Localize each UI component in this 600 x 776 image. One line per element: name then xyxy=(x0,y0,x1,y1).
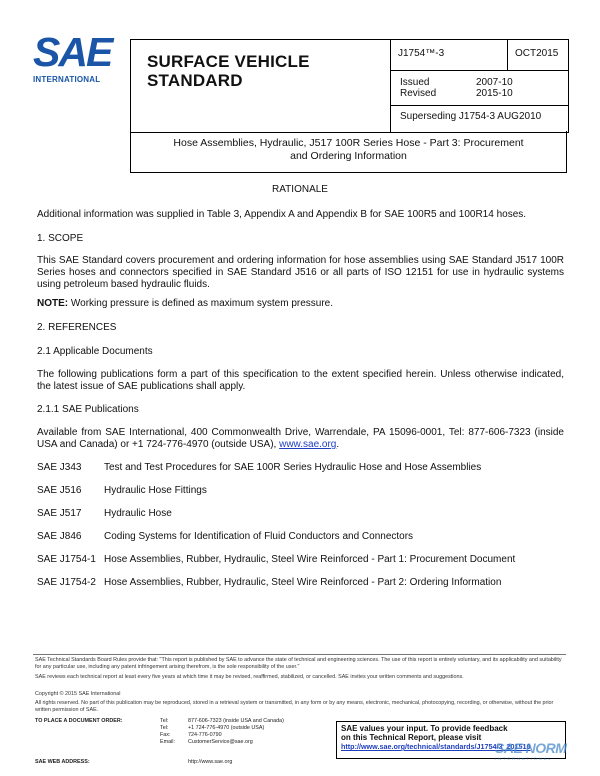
reference-title: Hydraulic Hose Fittings xyxy=(104,485,207,496)
issued-label: Issued xyxy=(400,77,430,88)
revised-value: 2015-10 xyxy=(476,88,513,99)
order-value: 877-606-7323 (inside USA and Canada) xyxy=(188,718,284,724)
applicable-documents-heading: 2.1 Applicable Documents xyxy=(37,346,153,357)
order-email[interactable]: CustomerService@sae.org xyxy=(188,739,253,745)
reference-title: Test and Test Procedures for SAE 100R Series Hydraulic Hose and Hose Assemblies xyxy=(104,462,482,473)
reference-title: Coding Systems for Identification of Fluid Conductors and Connectors xyxy=(104,531,414,542)
footer-policy: SAE Technical Standards Board Rules provide that: "This report is published by SAE to advance the state of technical and engineering sciences. The use of this report is entirely voluntary, and its applicability and suitability for any particular use, including any patent infringement arising therefrom, is the sole responsibility of the user." xyxy=(35,657,562,670)
reference-title: Hose Assemblies, Rubber, Hydraulic, Steel Wire Reinforced - Part 2: Ordering Information xyxy=(104,577,502,588)
revised-label: Revised xyxy=(400,88,437,99)
watermark-subtext: INTERNATIONAL xyxy=(495,756,553,761)
reference-code: SAE J1754-1 xyxy=(37,554,96,565)
logo-subtext: INTERNATIONAL xyxy=(33,75,101,84)
order-label: Tel: xyxy=(160,718,169,724)
divider xyxy=(390,105,568,106)
availability-text-body: Available from SAE International, 400 Commonwealth Drive, Warrendale, PA 15096-0001, Tel: 877-606-7323 (inside USA and Canada) or +1 724-776-4970 (outside USA), xyxy=(37,427,564,450)
document-type xyxy=(147,52,310,90)
rationale-text: Additional information was supplied in Table 3, Appendix A and Appendix B for SAE 100R5 and 100R14 hoses. xyxy=(37,209,527,220)
availability-text xyxy=(37,427,564,451)
availability-text-end: . xyxy=(336,439,340,450)
document-title-line2: and Ordering Information xyxy=(290,150,407,162)
logo-text: SAE xyxy=(33,29,112,75)
scope-heading: 1. SCOPE xyxy=(37,233,84,244)
note xyxy=(37,298,564,310)
order-value: +1 724-776-4970 (outside USA) xyxy=(188,725,265,731)
note-label: NOTE: xyxy=(37,298,69,309)
sae-publications-heading: 2.1.1 SAE Publications xyxy=(37,404,139,415)
reference-title: Hose Assemblies, Rubber, Hydraulic, Steel Wire Reinforced - Part 1: Procurement Document xyxy=(104,554,516,565)
document-title-line1: Hose Assemblies, Hydraulic, J517 100R Series Hose - Part 3: Procurement xyxy=(173,137,524,149)
divider xyxy=(390,40,391,132)
superseding-text: Superseding J1754-3 AUG2010 xyxy=(400,111,542,122)
reference-code: SAE J846 xyxy=(37,531,82,542)
order-label: Email: xyxy=(160,739,175,745)
sae-website-link[interactable]: www.sae.org xyxy=(279,439,337,450)
feedback-line2: on this Technical Report, please visit xyxy=(341,733,482,742)
applicable-documents-text: The following publications form a part of this specification to the extent specified herein. Unless otherwise indicated, the latest issue of SAE publications shall apply. xyxy=(37,369,564,392)
footer-copyright: Copyright © 2015 SAE International xyxy=(35,691,121,697)
reference-code: SAE J516 xyxy=(37,485,82,496)
footer-rule xyxy=(33,654,566,655)
reference-code: SAE J517 xyxy=(37,508,82,519)
reference-code: SAE J1754-2 xyxy=(37,577,96,588)
footer-review-policy: SAE reviews each technical report at least every five years at which time it may be revised, reaffirmed, stabilized, or cancelled. SAE invites your written comments and suggestions. xyxy=(35,674,464,680)
divider xyxy=(507,40,508,70)
note-text: Working pressure is defined as maximum system pressure. xyxy=(68,298,334,309)
order-label: Fax: xyxy=(160,732,171,738)
footer-rights: All rights reserved. No part of this publication may be reproduced, stored in a retrieval system or transmitted, in any form or by any means, electronic, mechanical, photocopying, recording, or otherwise, without the prior written permission of SAE. xyxy=(35,700,554,713)
reference-code: SAE J343 xyxy=(37,462,82,473)
document-type-line1: SURFACE VEHICLE xyxy=(147,52,310,71)
document-number: J1754™-3 xyxy=(398,48,445,59)
order-heading: TO PLACE A DOCUMENT ORDER: xyxy=(35,718,123,724)
scope-text: This SAE Standard covers procurement and ordering information for hose assemblies using SAE Standard J517 100R Series hoses and connectors specified in SAE Standard J516 or all parts of ISO 12151 for use in hydraulic systems using petroleum based hydraulic fluids. xyxy=(37,255,564,290)
divider xyxy=(390,70,568,71)
feedback-link[interactable]: http://www.sae.org/technical/standards/J1754/3_201510 xyxy=(341,742,531,751)
issued-value: 2007-10 xyxy=(476,77,513,88)
feedback-line1: SAE values your input. To provide feedback xyxy=(341,724,508,733)
order-value: 724-776-0790 xyxy=(188,732,222,738)
document-type-line2: STANDARD xyxy=(147,71,243,90)
web-address-label: SAE WEB ADDRESS: xyxy=(35,759,90,765)
watermark-text: SAE NORM xyxy=(495,740,567,756)
sae-logo xyxy=(33,29,125,92)
order-label: Tel: xyxy=(160,725,169,731)
reference-title: Hydraulic Hose xyxy=(104,508,172,519)
document-date: OCT2015 xyxy=(515,48,559,59)
rationale-heading: RATIONALE xyxy=(272,184,328,195)
references-heading: 2. REFERENCES xyxy=(37,322,117,333)
document-title xyxy=(130,131,567,173)
web-address-value[interactable]: http://www.sae.org xyxy=(188,759,233,765)
watermark-logo xyxy=(495,740,585,774)
